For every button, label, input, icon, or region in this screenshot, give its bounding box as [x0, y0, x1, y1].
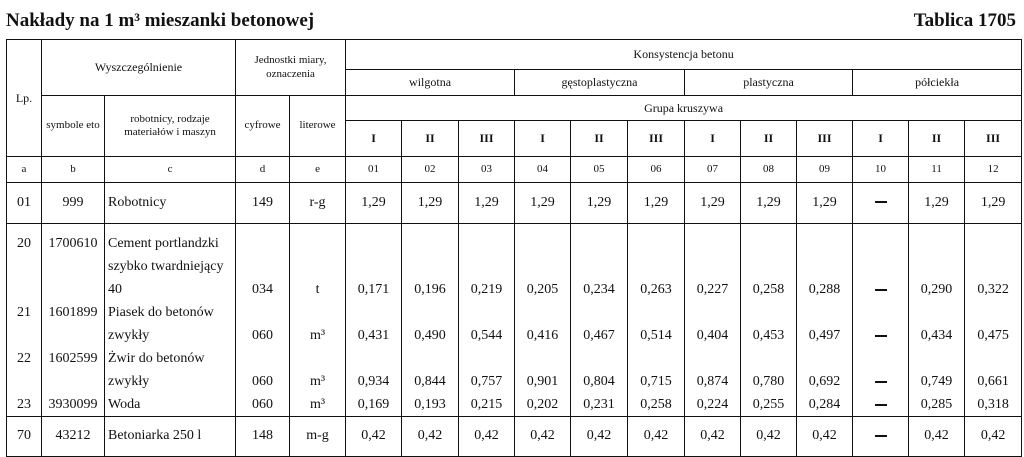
table-row [7, 183, 1022, 224]
value-cell-entry: 0,215 [470, 397, 503, 412]
value-cell-entry [968, 301, 1018, 324]
value-cell-entry: 0,227 [696, 282, 729, 297]
row-lp [7, 224, 42, 417]
value-cell-entry [518, 255, 567, 278]
value-cell [741, 224, 797, 417]
value-cell-entry: 0,901 [526, 374, 559, 389]
value-cell: 0,42 [909, 417, 965, 457]
row-symbol-entry [45, 324, 101, 347]
row-unit-code-entry [239, 255, 286, 278]
value-cell-entry: 0,219 [470, 282, 503, 297]
value-cell-entry [688, 347, 737, 370]
row-unit-code-entry: 060 [252, 374, 274, 389]
column-letter-d: d [236, 157, 290, 183]
column-number-09: 09 [797, 157, 853, 183]
value-cell-entry [912, 232, 961, 255]
value-cell: 0,42 [571, 417, 628, 457]
row-symbol-entry: 3930099 [48, 397, 98, 412]
value-cell-entry: 0,475 [977, 328, 1009, 343]
value-cell-entry: 0,844 [414, 374, 446, 389]
value-cell-entry [856, 393, 905, 416]
header-cyfrowe: cyfrowe [236, 96, 290, 157]
header-consistency-1: wilgotna [346, 70, 515, 96]
row-symbol-entry: 1700610 [48, 236, 98, 251]
value-cell: 1,29 [571, 183, 628, 224]
dash-mark [875, 289, 887, 291]
value-cell: 1,29 [741, 183, 797, 224]
value-cell-entry: 0,749 [920, 374, 953, 389]
value-cell-entry [800, 255, 849, 278]
value-cell: 0,42 [797, 417, 853, 457]
header-consistency-4: półciekła [853, 70, 1022, 96]
table-row [7, 417, 1022, 457]
value-cell [853, 183, 909, 224]
value-cell-entry: 0,874 [696, 374, 729, 389]
row-name: Woda [108, 397, 141, 412]
value-cell-entry: 0,263 [640, 282, 672, 297]
row-name-line: zwykły [108, 374, 150, 389]
header-group-3: III [459, 121, 515, 157]
norm-table [6, 39, 1022, 457]
header-group-2: II [402, 121, 459, 157]
row-unit-code-entry [239, 232, 286, 255]
column-number-07: 07 [685, 157, 741, 183]
value-cell [515, 224, 571, 417]
value-cell-entry: 0,231 [583, 397, 615, 412]
dash-mark [875, 335, 887, 337]
value-cell-entry: 0,205 [526, 282, 559, 297]
dash-mark [875, 435, 887, 437]
value-cell [965, 224, 1022, 417]
value-cell [797, 224, 853, 417]
value-cell-entry: 0,416 [526, 328, 559, 343]
row-lp: 70 [7, 417, 42, 457]
value-cell-entry [800, 347, 849, 370]
header-jednostki: Jednostki miary, oznaczenia [236, 40, 346, 96]
row-lp-entry [10, 255, 38, 278]
row-symbol: 999 [42, 183, 105, 224]
value-cell-entry: 0,544 [470, 328, 503, 343]
value-cell-entry [462, 347, 511, 370]
value-cell: 1,29 [346, 183, 402, 224]
row-symbol-entry [45, 255, 101, 278]
column-number-12: 12 [965, 157, 1022, 183]
value-cell: 1,29 [965, 183, 1022, 224]
row-unit-entry [293, 255, 342, 278]
value-cell-entry: 0,514 [640, 328, 672, 343]
header-consistency-3: plastyczna [685, 70, 853, 96]
row-symbol [42, 224, 105, 417]
value-cell [628, 224, 685, 417]
row-name-line: szybko twardniejący [108, 259, 224, 274]
column-number-01: 01 [346, 157, 402, 183]
header-robotnicy-rodzaje: robotnicy, rodzaje materiałów i maszyn [105, 96, 236, 157]
value-cell-entry [405, 232, 455, 255]
value-cell-entry: 0,318 [977, 397, 1009, 412]
value-cell [909, 224, 965, 417]
value-cell-entry [744, 301, 793, 324]
value-cell-entry [462, 232, 511, 255]
row-unit-entry [293, 347, 342, 370]
value-cell: 0,42 [346, 417, 402, 457]
value-cell: 1,29 [909, 183, 965, 224]
value-cell [853, 417, 909, 457]
row-unit-entry: m³ [309, 328, 326, 343]
value-cell-entry [688, 232, 737, 255]
value-cell-entry [405, 255, 455, 278]
value-cell-entry: 0,258 [752, 282, 785, 297]
row-lp-entry: 20 [17, 236, 31, 251]
value-cell-entry [856, 324, 905, 347]
column-number-06: 06 [628, 157, 685, 183]
value-cell: 0,42 [685, 417, 741, 457]
header-consistency-2: gęstoplastyczna [515, 70, 685, 96]
value-cell: 0,42 [515, 417, 571, 457]
value-cell-entry: 0,258 [640, 397, 672, 412]
value-cell: 1,29 [515, 183, 571, 224]
row-lp-entry [10, 278, 38, 301]
row-name-line: Cement portlandzki [108, 236, 219, 251]
value-cell [402, 224, 459, 417]
row-symbol-entry [45, 370, 101, 393]
row-symbol-entry: 1602599 [48, 351, 98, 366]
row-lp-entry: 23 [17, 397, 31, 412]
value-cell-entry: 0,490 [414, 328, 446, 343]
value-cell [571, 224, 628, 417]
value-cell-entry: 0,171 [357, 282, 390, 297]
value-cell-entry [518, 232, 567, 255]
value-cell-entry: 0,202 [526, 397, 559, 412]
row-unit-entry: m³ [309, 397, 326, 412]
value-cell-entry: 0,692 [808, 374, 841, 389]
row-unit [290, 224, 346, 417]
row-lp-entry [10, 324, 38, 347]
row-unit-code-entry: 034 [252, 282, 274, 297]
value-cell-entry [518, 301, 567, 324]
header-group-6: III [628, 121, 685, 157]
value-cell-entry: 0,169 [357, 397, 390, 412]
row-unit-entry: m³ [309, 374, 326, 389]
value-cell-entry: 0,404 [696, 328, 729, 343]
value-cell-entry [800, 301, 849, 324]
value-cell-entry [912, 301, 961, 324]
column-number-02: 02 [402, 157, 459, 183]
table-label: Tablica 1705 [913, 10, 1016, 31]
header-group-7: I [685, 121, 741, 157]
value-cell-entry [856, 278, 905, 301]
value-cell-entry [405, 301, 455, 324]
value-cell-entry: 0,715 [640, 374, 672, 389]
table-row [7, 224, 1022, 417]
value-cell-entry [688, 301, 737, 324]
header-symbole: symbole eto [42, 96, 105, 157]
value-cell-entry [744, 232, 793, 255]
row-unit-code: 149 [236, 183, 290, 224]
value-cell-entry [349, 255, 398, 278]
value-cell-entry [856, 370, 905, 393]
value-cell-entry: 0,196 [414, 282, 446, 297]
row-name: Betoniarka 250 l [105, 417, 236, 457]
row-symbol: 43212 [42, 417, 105, 457]
value-cell-entry [574, 347, 624, 370]
column-number-08: 08 [741, 157, 797, 183]
row-lp: 01 [7, 183, 42, 224]
value-cell [459, 224, 515, 417]
header-literowe: literowe [290, 96, 346, 157]
value-cell-entry: 0,234 [583, 282, 615, 297]
row-unit: m-g [290, 417, 346, 457]
header-konsystencja: Konsystencja betonu [346, 40, 1022, 70]
value-cell-entry: 0,804 [583, 374, 615, 389]
row-name [105, 224, 236, 417]
row-lp-entry [10, 370, 38, 393]
value-cell-entry: 0,934 [357, 374, 390, 389]
value-cell-entry [349, 232, 398, 255]
column-number-05: 05 [571, 157, 628, 183]
value-cell-entry [968, 232, 1018, 255]
value-cell-entry [518, 347, 567, 370]
value-cell-entry [631, 255, 681, 278]
dash-mark [875, 201, 887, 203]
value-cell: 0,42 [965, 417, 1022, 457]
value-cell: 1,29 [402, 183, 459, 224]
value-cell: 1,29 [685, 183, 741, 224]
value-cell-entry [912, 255, 961, 278]
value-cell-entry [856, 255, 905, 278]
header-group-9: III [797, 121, 853, 157]
value-cell: 0,42 [402, 417, 459, 457]
row-unit-code-entry [239, 347, 286, 370]
row-symbol-entry: 1601899 [48, 305, 98, 320]
value-cell-entry [631, 232, 681, 255]
column-number-04: 04 [515, 157, 571, 183]
value-cell: 1,29 [459, 183, 515, 224]
value-cell-entry [349, 301, 398, 324]
value-cell: 0,42 [741, 417, 797, 457]
value-cell-entry: 0,453 [752, 328, 785, 343]
value-cell: 1,29 [628, 183, 685, 224]
header-group-5: II [571, 121, 628, 157]
value-cell: 0,42 [459, 417, 515, 457]
value-cell-entry [856, 232, 905, 255]
value-cell-entry [688, 255, 737, 278]
row-unit-entry [293, 232, 342, 255]
value-cell-entry [631, 301, 681, 324]
value-cell-entry: 0,434 [920, 328, 953, 343]
row-unit-code-entry: 060 [252, 328, 274, 343]
value-cell [346, 224, 402, 417]
value-cell-entry [462, 301, 511, 324]
value-cell-entry [856, 301, 905, 324]
dash-mark [875, 404, 887, 406]
header-grupa: Grupa kruszywa [346, 96, 1022, 121]
row-unit-code [236, 224, 290, 417]
row-name-line: Żwir do betonów [108, 351, 205, 366]
value-cell-entry [462, 255, 511, 278]
header-lp: Lp. [7, 40, 42, 157]
header-wyszczegolnienie: Wyszczególnienie [42, 40, 236, 96]
header-group-12: III [965, 121, 1022, 157]
value-cell-entry: 0,322 [977, 282, 1009, 297]
value-cell-entry [631, 347, 681, 370]
value-cell-entry: 0,224 [696, 397, 729, 412]
column-letter-e: e [290, 157, 346, 183]
value-cell: 1,29 [797, 183, 853, 224]
header-group-1: I [346, 121, 402, 157]
value-cell-entry: 0,497 [808, 328, 841, 343]
column-number-11: 11 [909, 157, 965, 183]
value-cell-entry: 0,431 [357, 328, 390, 343]
value-cell-entry [744, 255, 793, 278]
value-cell-entry: 0,285 [920, 397, 953, 412]
header-group-4: I [515, 121, 571, 157]
value-cell-entry [968, 347, 1018, 370]
value-cell-entry [574, 232, 624, 255]
value-cell-entry: 0,780 [752, 374, 785, 389]
row-name-line: Piasek do betonów [108, 305, 214, 320]
row-lp-entry: 22 [17, 351, 31, 366]
value-cell-entry [800, 232, 849, 255]
value-cell-entry: 0,467 [583, 328, 615, 343]
dash-mark [875, 381, 887, 383]
column-letter-a: a [7, 157, 42, 183]
value-cell-entry [968, 255, 1018, 278]
value-cell-entry [744, 347, 793, 370]
row-unit-code-entry: 060 [252, 397, 274, 412]
header-group-11: II [909, 121, 965, 157]
value-cell-entry [856, 347, 905, 370]
value-cell-entry [574, 301, 624, 324]
value-cell [853, 224, 909, 417]
value-cell: 0,42 [628, 417, 685, 457]
value-cell-entry [405, 347, 455, 370]
value-cell-entry: 0,288 [808, 282, 841, 297]
value-cell-entry: 0,661 [977, 374, 1009, 389]
row-name: Robotnicy [105, 183, 236, 224]
row-unit: r-g [290, 183, 346, 224]
column-number-10: 10 [853, 157, 909, 183]
value-cell-entry [349, 347, 398, 370]
header-group-8: II [741, 121, 797, 157]
row-name-line: 40 [108, 282, 122, 297]
value-cell [685, 224, 741, 417]
column-letter-b: b [42, 157, 105, 183]
row-unit-code-entry [239, 301, 286, 324]
row-name-line: zwykły [108, 328, 150, 343]
value-cell-entry: 0,193 [414, 397, 446, 412]
value-cell-entry [574, 255, 624, 278]
value-cell-entry: 0,255 [752, 397, 785, 412]
row-unit-code: 148 [236, 417, 290, 457]
value-cell-entry: 0,284 [808, 397, 841, 412]
column-letter-c: c [105, 157, 236, 183]
page-title: Nakłady na 1 m³ mieszanki betonowej [6, 10, 315, 31]
row-unit-entry [293, 301, 342, 324]
header-group-10: I [853, 121, 909, 157]
row-lp-entry: 21 [17, 305, 31, 320]
row-symbol-entry [45, 278, 101, 301]
value-cell-entry: 0,290 [920, 282, 953, 297]
column-number-03: 03 [459, 157, 515, 183]
value-cell-entry: 0,757 [470, 374, 503, 389]
value-cell-entry [912, 347, 961, 370]
row-unit-entry: t [315, 282, 320, 297]
